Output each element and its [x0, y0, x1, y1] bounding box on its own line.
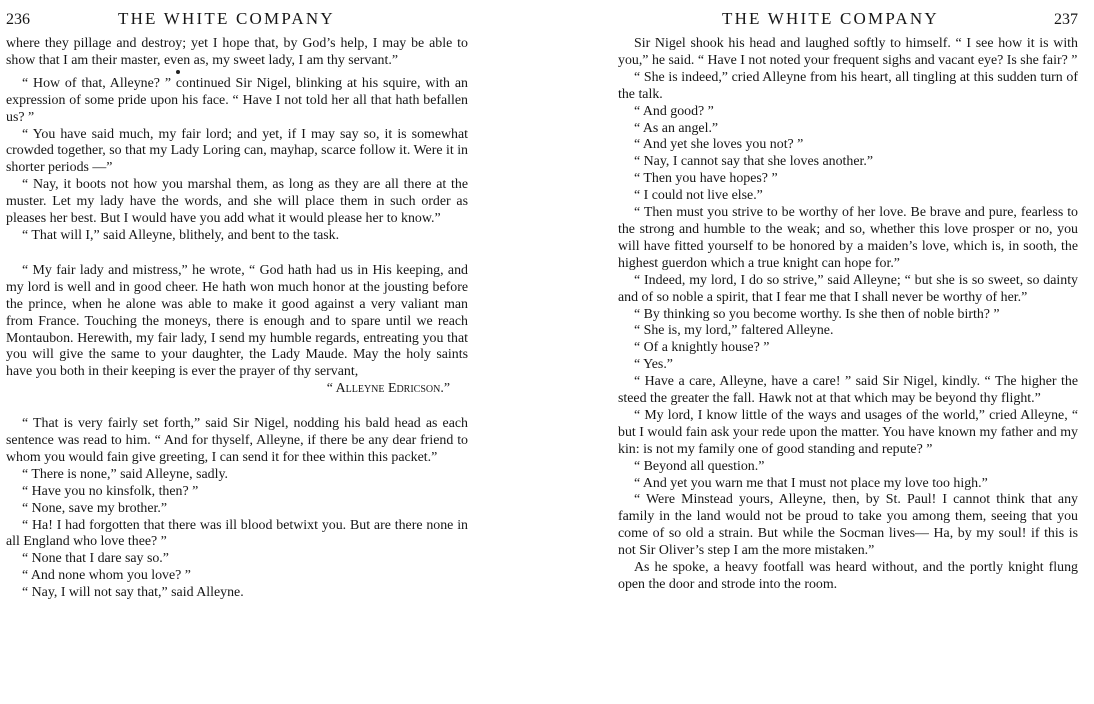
paragraph: “ Indeed, my lord, I do so strive,” said Alleyne; “ but she is so sweet, so dainty and of so noble a spirit, that I fear me that I shall never be worthy of her.” [618, 272, 1078, 305]
paragraph: As he spoke, a heavy footfall was heard without, and the portly knight flung open the door and strode into the room. [618, 560, 1078, 592]
letter-paragraph: “ My fair lady and mistress,” he wrote, “ God hath had us in His keeping, and my lord is well and in good cheer. He hath won much honor at the jousting before the prince, when he alone was able to make it good against a very valiant man from France. Touching the moneys, there is enough and to spare until we reach Montaubon. Herewith, my fair lady, I send my humble regards, entreating you that you will give the same to your daughter, the Lady Maude. May the holy saints have you both in their keeping is ever the prayer of thy servant, [6, 262, 468, 380]
paragraph: “ She is indeed,” cried Alleyne from his heart, all tingling at this sudden turn of the talk. [618, 69, 1078, 102]
paragraph: “ That will I,” said Alleyne, blithely, and bent to the task. [22, 227, 340, 243]
paragraph: “ You have said much, my fair lord; and yet, if I may say so, it is somewhat crowded together, so that my Lady Loring can, mayhap, scarce follow it. Were it in shorter periods —” [6, 126, 468, 176]
paragraph: “ None that I dare say so.” [22, 551, 169, 567]
paragraph: “ And yet you warn me that I must not place my love too high.” [634, 475, 988, 491]
right-page [618, 0, 1078, 594]
right-page-header [618, 9, 1078, 31]
paragraph: “ And none whom you love? ” [22, 568, 191, 584]
paragraph: “ She is, my lord,” faltered Alleyne. [634, 323, 834, 339]
paragraph: “ Have a care, Alleyne, have a care! ” said Sir Nigel, kindly. “ The higher the steed the greater the fall. Hawk not at that which may be beyond thy flight.” [618, 374, 1078, 407]
paragraph: “ That is very fairly set forth,” said Sir Nigel, nodding his bald head as each sentence was read to him. “ And for thyself, Alleyne, if there be any dear friend to whom you would fain give greeting, I can send it for thee within this packet.” [6, 416, 468, 465]
left-running-head: THE WHITE COMPANY [118, 9, 335, 28]
right-page-number: 237 [1054, 11, 1078, 28]
left-page-text [6, 36, 468, 602]
paragraph: “ Nay, I cannot say that she loves another.” [634, 154, 874, 170]
paragraph: “ Nay, I will not say that,” said Alleyne. [22, 585, 244, 601]
letter-signature: “ Alleyne Edricson.” [326, 381, 450, 397]
paragraph: “ I could not live else.” [634, 188, 763, 204]
paragraph: “ As an angel.” [634, 120, 719, 136]
paragraph: “ Nay, it boots not how you marshal them, as long as they are all there at the muster. Let my lady have the words, and she will place them in such order as pleases her best. But I would have you add what it would please her to know.” [6, 177, 468, 227]
paragraph: “ Of a knightly house? ” [634, 340, 770, 356]
paragraph: “ Beyond all question.” [634, 458, 765, 474]
paragraph: “ Yes.” [634, 357, 673, 373]
paragraph: “ There is none,” said Alleyne, sadly. [22, 466, 228, 482]
paragraph: “ By thinking so you become worthy. Is she then of noble birth? ” [634, 306, 1000, 322]
paragraph: “ And good? ” [634, 103, 714, 119]
left-page-number: 236 [6, 11, 30, 28]
paragraph: “ How of that, Alleyne? ” continued Sir Nigel, blinking at his squire, with an expression of some pride upon his face. “ Have I not told her all that hath befallen us? ” [6, 75, 468, 125]
paragraph: “ Then must you strive to be worthy of her love. Be brave and pure, fearless to the strong and humble to the weak; and so, whether this love prosper or no, you will have fitted yourself to be honored by a maiden’s love, which is, in sooth, the highest guerdon which a true knight can hope for.” [618, 205, 1078, 271]
paragraph: where they pillage and destroy; yet I hope that, by God’s help, I may be able to show that I am their master, even as, my sweet lady, I am thy servant.” [6, 36, 468, 68]
left-page-header [6, 9, 468, 31]
paragraph: “ Ha! I had forgotten that there was ill blood betwixt you. But are there none in all England who love thee? ” [6, 517, 468, 550]
right-running-head: THE WHITE COMPANY [722, 9, 939, 28]
paragraph: “ Have you no kinsfolk, then? ” [22, 483, 199, 499]
paragraph: “ And yet she loves you not? ” [634, 137, 804, 153]
ornament-dot [6, 70, 468, 76]
left-page [6, 0, 468, 602]
paragraph: “ Then you have hopes? ” [634, 171, 778, 187]
right-page-text [618, 36, 1078, 594]
paragraph: Sir Nigel shook his head and laughed softly to himself. “ I see how it is with you,” he said. “ Have I not noted your frequent sighs and vacant eye? Is she fair? ” [618, 36, 1078, 68]
paragraph: “ My lord, I know little of the ways and usages of the world,” cried Alleyne, “ but I would fain ask your rede upon the matter. You have known my father and my kin: is not my family one of good standing and repute? ” [618, 407, 1078, 457]
paragraph: “ None, save my brother.” [22, 500, 168, 516]
paragraph: “ Were Minstead yours, Alleyne, then, by St. Paul! I cannot think that any family in the land would not be proud to take you among them, seeing that you come of so old a strain. But while the Socman lives— Ha, by my soul! if this is not Sir Oliver’s step I am the more mistaken.” [618, 492, 1078, 559]
